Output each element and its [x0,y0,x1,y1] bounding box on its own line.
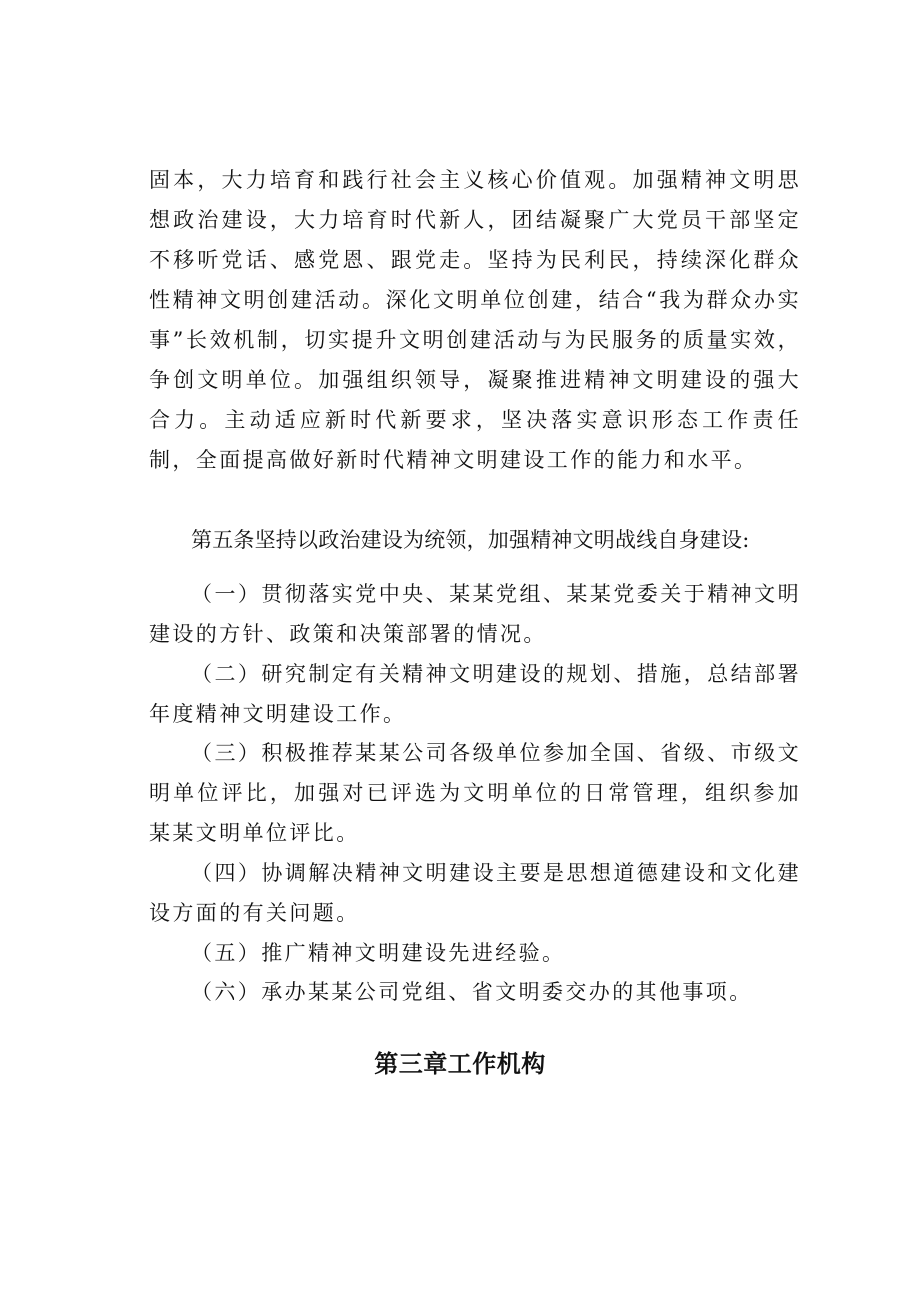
list-item-4: （四）协调解决精神文明建设主要是思想道德建设和文化建设方面的有关问题。 [149,861,801,925]
list-item-1: （一）贯彻落实党中央、某某党组、某某党委关于精神文明建设的方针、政策和决策部署的情况。 [149,582,801,646]
chapter-heading: 第三章工作机构 [374,1050,546,1078]
paragraph-continuation: 固本，大力培育和践行社会主义核心价值观。加强精神文明思想政治建设，大力培育时代新人，团结凝聚广大党员干部坚定不移听党话、感党恩、跟党走。坚持为民利民，持续深化群众性精神文明创建活动。深化文明单位创建，结合“我为群众办实事”长效机制，切实提升文明创建活动与为民服务的质量实效，争创文明单位。加强组织领导，凝聚推进精神文明建设的强大合力。主动适应新时代新要求，坚决落实意识形态工作责任制，全面提高做好新时代精神文明建设工作的能力和水平。 [149,168,801,472]
list-item-5: （五）推广精神文明建设先进经验。 [191,941,566,965]
list-item-2: （二）研究制定有关精神文明建设的规划、措施，总结部署年度精神文明建设工作。 [149,662,801,726]
list-item-3: （三）积极推荐某某公司各级单位参加全国、省级、市级文明单位评比，加强对已评选为文明单位的日常管理，组织参加某某文明单位评比。 [149,741,801,845]
list-item-6: （六）承办某某公司党组、省文明委交办的其他事项。 [191,980,753,1004]
article-5-intro: 第五条坚持以政治建设为统领，加强精神文明战线自身建设: [191,528,750,552]
